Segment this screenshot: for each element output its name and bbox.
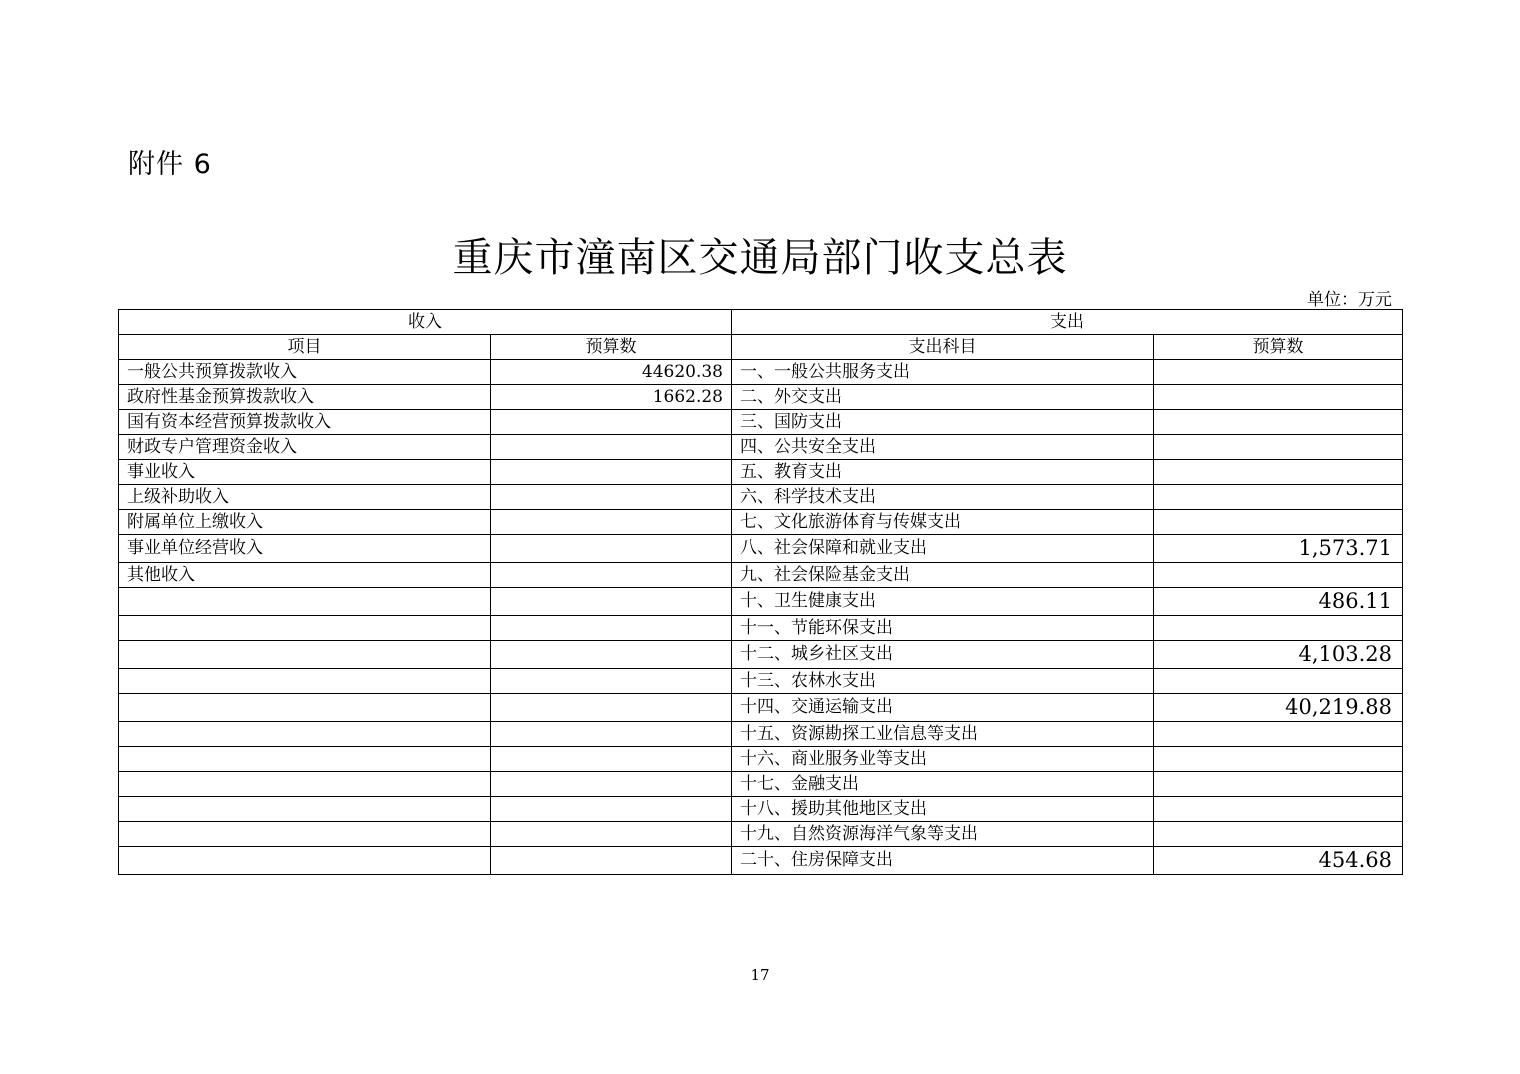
income-item-cell: 其他收入 xyxy=(119,563,491,588)
income-amount-cell: 1662.28 xyxy=(491,385,732,410)
table-row xyxy=(119,747,1403,772)
expense-amount-cell xyxy=(1154,510,1403,535)
expense-item-cell: 二十、住房保障支出 xyxy=(732,847,1154,875)
income-item-cell xyxy=(119,669,491,694)
expense-amount-cell xyxy=(1154,360,1403,385)
income-amount-cell xyxy=(491,563,732,588)
expense-item-cell: 十五、资源勘探工业信息等支出 xyxy=(732,722,1154,747)
table-row xyxy=(119,847,1403,875)
income-item-header: 项目 xyxy=(119,335,491,360)
expense-item-cell: 十八、援助其他地区支出 xyxy=(732,797,1154,822)
table-row xyxy=(119,460,1403,485)
income-amount-cell xyxy=(491,694,732,722)
table-row xyxy=(119,535,1403,563)
income-amount-cell xyxy=(491,772,732,797)
income-item-cell xyxy=(119,822,491,847)
expense-item-header: 支出科目 xyxy=(732,335,1154,360)
table-row xyxy=(119,360,1403,385)
expense-amount-cell: 4,103.28 xyxy=(1154,641,1403,669)
income-item-cell xyxy=(119,616,491,641)
expense-amount-cell: 486.11 xyxy=(1154,588,1403,616)
table-row xyxy=(119,385,1403,410)
table-row xyxy=(119,722,1403,747)
table-row xyxy=(119,588,1403,616)
unit-label: 单位：万元 xyxy=(1307,290,1392,310)
income-amount-cell xyxy=(491,485,732,510)
income-amount-cell xyxy=(491,722,732,747)
expense-item-cell: 十三、农林水支出 xyxy=(732,669,1154,694)
expense-item-cell: 四、公共安全支出 xyxy=(732,435,1154,460)
income-amount-cell xyxy=(491,435,732,460)
income-item-cell: 事业收入 xyxy=(119,460,491,485)
table-row xyxy=(119,510,1403,535)
budget-table xyxy=(118,309,1403,875)
income-amount-cell xyxy=(491,847,732,875)
expense-item-cell: 十一、节能环保支出 xyxy=(732,616,1154,641)
income-amount-cell xyxy=(491,460,732,485)
income-budget-header: 预算数 xyxy=(491,335,732,360)
expense-budget-header: 预算数 xyxy=(1154,335,1403,360)
income-group-header: 收入 xyxy=(119,310,732,335)
expense-item-cell: 七、文化旅游体育与传媒支出 xyxy=(732,510,1154,535)
expense-amount-cell: 1,573.71 xyxy=(1154,535,1403,563)
income-item-cell: 国有资本经营预算拨款收入 xyxy=(119,410,491,435)
income-amount-cell xyxy=(491,535,732,563)
table-row xyxy=(119,485,1403,510)
table-row xyxy=(119,772,1403,797)
income-item-cell xyxy=(119,694,491,722)
income-amount-cell xyxy=(491,797,732,822)
expense-amount-cell xyxy=(1154,722,1403,747)
table-row xyxy=(119,669,1403,694)
expense-amount-cell xyxy=(1154,797,1403,822)
income-amount-cell xyxy=(491,410,732,435)
expense-amount-cell xyxy=(1154,385,1403,410)
table-column-header-row xyxy=(119,335,1403,360)
table-group-header-row xyxy=(119,310,1403,335)
expense-amount-cell xyxy=(1154,485,1403,510)
income-item-cell: 一般公共预算拨款收入 xyxy=(119,360,491,385)
income-amount-cell xyxy=(491,510,732,535)
expense-item-cell: 五、教育支出 xyxy=(732,460,1154,485)
expense-item-cell: 一、一般公共服务支出 xyxy=(732,360,1154,385)
table-row xyxy=(119,694,1403,722)
income-item-cell: 事业单位经营收入 xyxy=(119,535,491,563)
expense-amount-cell xyxy=(1154,747,1403,772)
table-row xyxy=(119,641,1403,669)
income-amount-cell xyxy=(491,822,732,847)
income-item-cell: 附属单位上缴收入 xyxy=(119,510,491,535)
income-item-cell: 上级补助收入 xyxy=(119,485,491,510)
expense-item-cell: 八、社会保障和就业支出 xyxy=(732,535,1154,563)
income-item-cell xyxy=(119,747,491,772)
expense-amount-cell xyxy=(1154,822,1403,847)
table-row xyxy=(119,410,1403,435)
expense-item-cell: 十四、交通运输支出 xyxy=(732,694,1154,722)
expense-amount-cell: 454.68 xyxy=(1154,847,1403,875)
expense-item-cell: 十、卫生健康支出 xyxy=(732,588,1154,616)
page-title: 重庆市潼南区交通局部门收支总表 xyxy=(452,235,1068,281)
expense-amount-cell: 40,219.88 xyxy=(1154,694,1403,722)
expense-item-cell: 十七、金融支出 xyxy=(732,772,1154,797)
income-item-cell xyxy=(119,641,491,669)
table-body xyxy=(119,360,1403,875)
expense-amount-cell xyxy=(1154,410,1403,435)
income-item-cell xyxy=(119,588,491,616)
expense-item-cell: 十九、自然资源海洋气象等支出 xyxy=(732,822,1154,847)
table-row xyxy=(119,435,1403,460)
income-amount-cell: 44620.38 xyxy=(491,360,732,385)
expense-amount-cell xyxy=(1154,460,1403,485)
expense-group-header: 支出 xyxy=(732,310,1403,335)
expense-item-cell: 十六、商业服务业等支出 xyxy=(732,747,1154,772)
expense-item-cell: 十二、城乡社区支出 xyxy=(732,641,1154,669)
income-item-cell xyxy=(119,847,491,875)
expense-item-cell: 二、外交支出 xyxy=(732,385,1154,410)
expense-item-cell: 三、国防支出 xyxy=(732,410,1154,435)
income-amount-cell xyxy=(491,747,732,772)
expense-amount-cell xyxy=(1154,616,1403,641)
income-amount-cell xyxy=(491,669,732,694)
attachment-label: 附件 6 xyxy=(128,149,212,180)
table-row xyxy=(119,797,1403,822)
income-item-cell xyxy=(119,722,491,747)
expense-amount-cell xyxy=(1154,435,1403,460)
income-item-cell xyxy=(119,797,491,822)
expense-amount-cell xyxy=(1154,669,1403,694)
expense-item-cell: 六、科学技术支出 xyxy=(732,485,1154,510)
expense-amount-cell xyxy=(1154,563,1403,588)
income-amount-cell xyxy=(491,588,732,616)
income-item-cell: 政府性基金预算拨款收入 xyxy=(119,385,491,410)
income-item-cell xyxy=(119,772,491,797)
income-item-cell: 财政专户管理资金收入 xyxy=(119,435,491,460)
table-row xyxy=(119,822,1403,847)
income-amount-cell xyxy=(491,641,732,669)
expense-amount-cell xyxy=(1154,772,1403,797)
table-row xyxy=(119,616,1403,641)
table-row xyxy=(119,563,1403,588)
income-amount-cell xyxy=(491,616,732,641)
expense-item-cell: 九、社会保险基金支出 xyxy=(732,563,1154,588)
page-number: 17 xyxy=(750,966,770,984)
